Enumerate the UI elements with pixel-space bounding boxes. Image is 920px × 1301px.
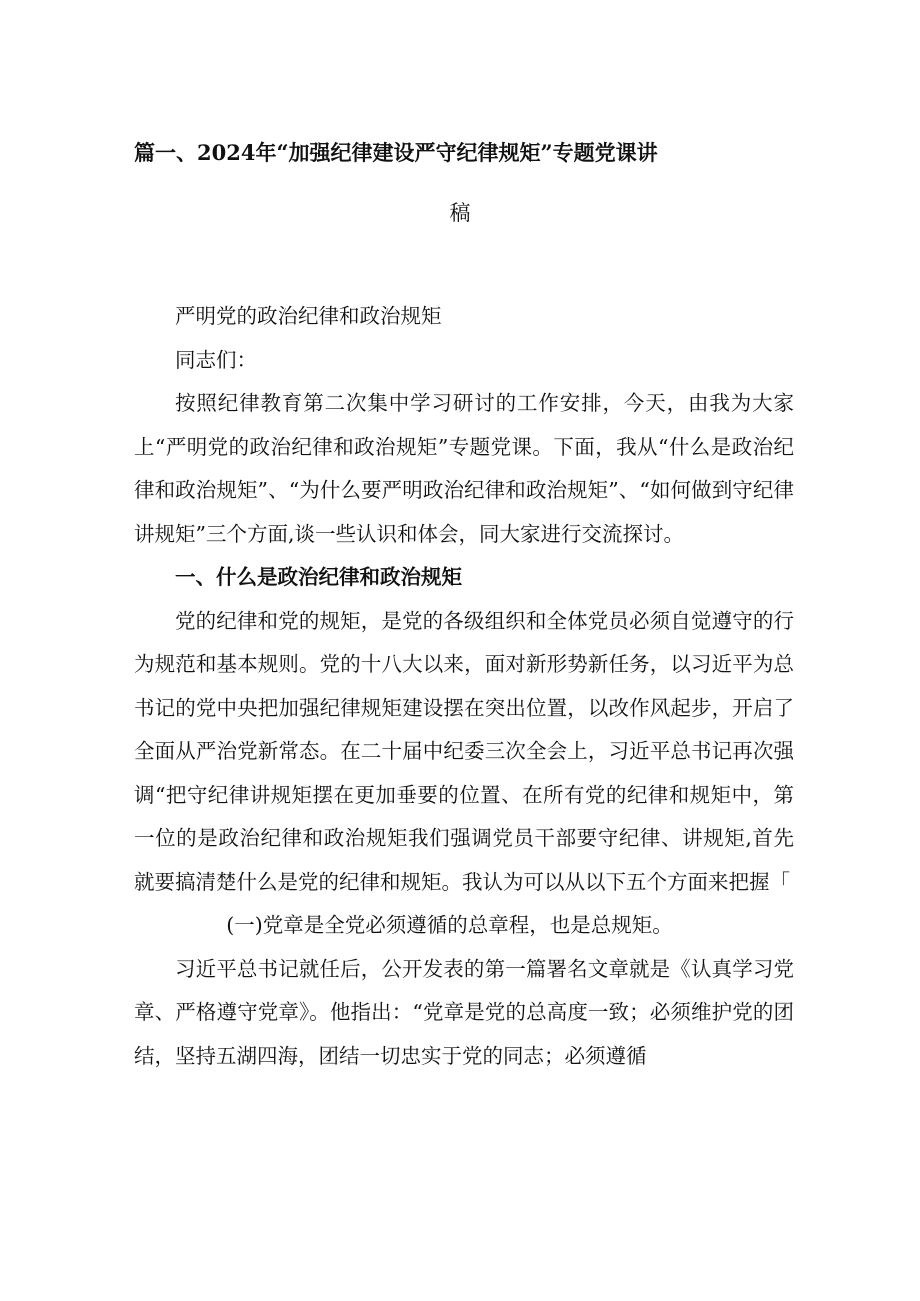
document-title: 篇一、2024年“加强纪律建设严守纪律规矩”专题党课讲 <box>134 140 658 165</box>
intro-paragraph: 按照纪律教育第二次集中学习研讨的工作安排，今天，由我为大家上“严明党的政治纪律和政治规矩”专题党课。下面，我从“什么是政治纪律和政治规矩”、“为什么要严明政治纪律和政治规矩”、“如何做到守纪律讲规矩”三个方面,谈一些认识和体会，同大家进行交流探讨。 <box>134 391 794 546</box>
document-body <box>134 295 794 1078</box>
subsection-1-paragraph: 习近平总书记就任后，公开发表的第一篇署名文章就是《认真学习党章、严格遵守党章》。他指出：“党章是党的总高度一致；必须维护党的团结，坚持五湖四海，团结一切忠实于党的同志；必须遵循 <box>134 956 794 1068</box>
document-title-continuation: 稿 <box>449 201 471 225</box>
lecture-subtitle: 严明党的政治纪律和政治规矩 <box>175 304 442 328</box>
section-1-heading: 一、什么是政治纪律和政治规矩 <box>175 565 462 589</box>
subsection-1-heading: (一)党章是全党必须遵循的总章程，也是总规矩。 <box>226 913 673 937</box>
section-1-paragraph: 党的纪律和党的规矩，是党的各级组织和全体党员必须自觉遵守的行为规范和基本规则。党的十八大以来，面对新形势新任务，以习近平为总书记的党中央把加强纪律规矩建设摆在突出位置，以改作风起步，开启了全面从严治党新常态。在二十届中纪委三次全会上，习近平总书记再次强调“把守纪律讲规矩摆在更加垂要的位置、在所有党的纪律和规矩中，第一位的是政治纪律和政治规矩我们强调党员干部要守纪律、讲规矩,首先就要搞清楚什么是党的纪律和规矩。我认为可以从以下五个方面来把握「 <box>134 608 794 894</box>
salutation: 同志们： <box>175 347 257 372</box>
